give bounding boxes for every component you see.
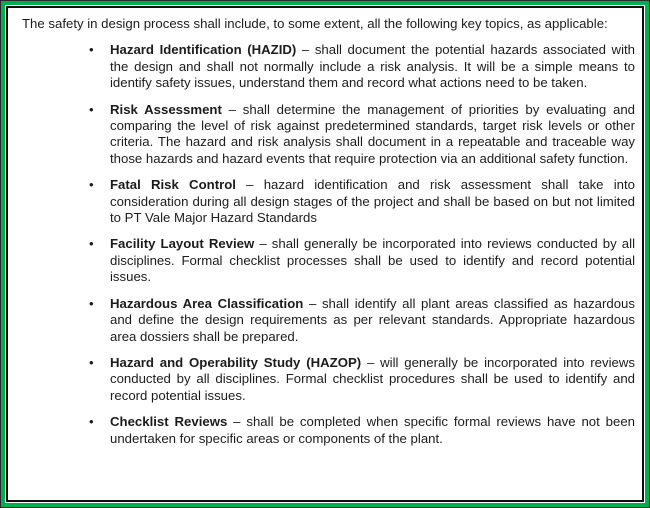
- intro-paragraph: The safety in design process shall include, to some extent, all the following key topics, as applicable:: [22, 16, 608, 31]
- bullet-marker: •: [89, 236, 94, 252]
- bullet-marker: •: [89, 177, 94, 193]
- bullet-item-checklist-reviews: [22, 414, 635, 447]
- bullet-marker: •: [89, 101, 94, 117]
- bullet-item-facility-layout-review: [22, 236, 635, 285]
- bullet-marker: •: [89, 295, 94, 311]
- bullet-item-hazardous-area-classification: [22, 296, 635, 345]
- bullet-item-hazid: [22, 42, 635, 91]
- bullet-term: Facility Layout Review: [110, 236, 255, 252]
- document-content: [8, 8, 642, 447]
- bullet-item-fatal-risk-control: [22, 177, 635, 226]
- bullet-marker: •: [89, 414, 94, 430]
- bullet-desc: – shall document the potential hazards associated with the design and shall not normally include a risk analysis. It will be a simple means to identify safety issues, understand them and record what actions need to be taken.: [110, 42, 635, 91]
- bullet-desc: – shall generally be incorporated into reviews conducted by all disciplines. Formal checklist processes shall be used to identify and record potential issues.: [110, 236, 635, 285]
- green-border: [1, 1, 649, 507]
- bullet-term: Risk Assessment: [110, 101, 222, 117]
- bullet-desc: – hazard identification and risk assessment shall take into consideration during all design stages of the project and shall be based on but not limited to PT Vale Major Hazard Standards: [110, 177, 635, 226]
- bullet-item-risk-assessment: [22, 102, 635, 168]
- bullet-desc: – shall determine the management of priorities by evaluating and comparing the level of risk against predetermined standards, target risk levels or other criteria. The hazard and risk analysis shall document in a repeatable and traceable way those hazards and hazard events that require protection via an additional safety function.: [110, 101, 636, 166]
- bullet-desc: – shall identify all plant areas classified as hazardous and define the design requirements as per relevant standards. Appropriate hazardous area dossiers shall be prepared.: [110, 295, 635, 344]
- bullet-marker: •: [89, 42, 94, 58]
- bullet-term: Hazardous Area Classification: [110, 295, 304, 311]
- bullet-marker: •: [89, 354, 94, 370]
- bullet-desc: – will generally be incorporated into reviews conducted by all disciplines. Formal checklist procedures shall be used to identify and record potential issues.: [110, 354, 635, 403]
- bullet-term: Checklist Reviews: [110, 414, 228, 430]
- bullet-term: Hazard Identification (HAZID): [110, 42, 297, 58]
- bullet-item-hazop: [22, 355, 635, 404]
- bullet-term: Hazard and Operability Study (HAZOP): [110, 354, 362, 370]
- inner-border: [6, 6, 644, 502]
- bullet-term: Fatal Risk Control: [110, 177, 236, 193]
- bullet-desc: – shall be completed when specific formal reviews have not been undertaken for specific areas or components of the plant.: [110, 414, 635, 446]
